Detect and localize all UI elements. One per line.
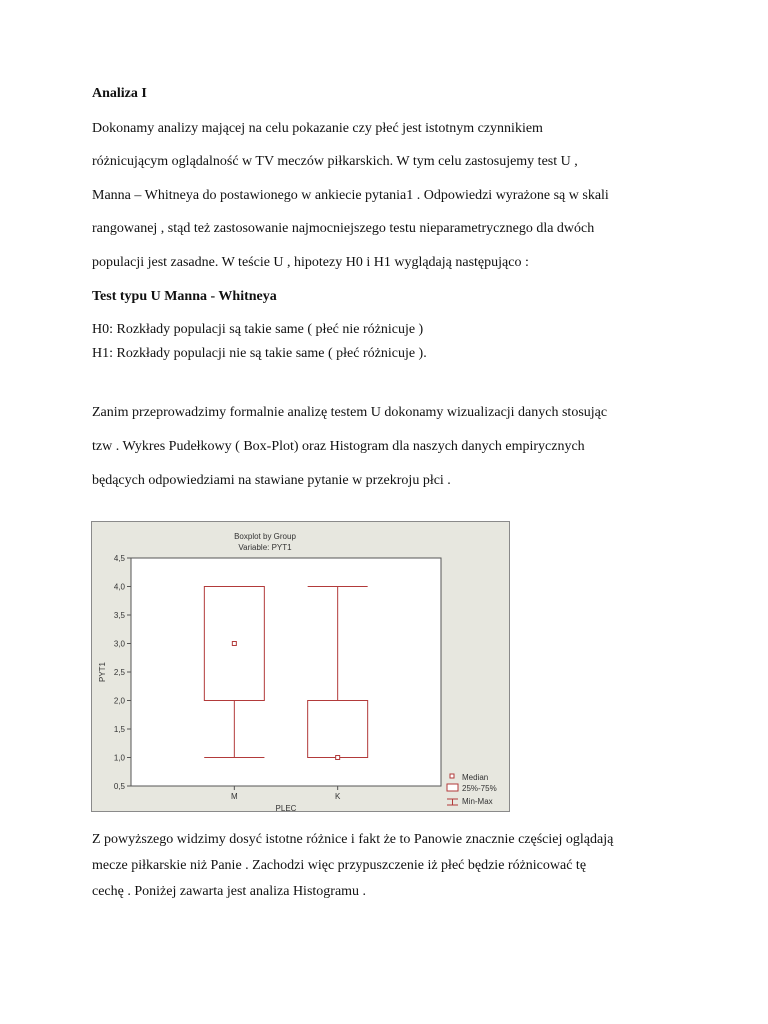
para-line: cechę . Poniżej zawarta jest analiza Histogramu . <box>92 884 367 899</box>
median-marker <box>336 756 340 760</box>
intro-line: rangowanej , stąd też zastosowanie najmocniejszego testu nieparametrycznego dla dwóch <box>92 221 595 236</box>
legend-box-marker <box>447 784 458 791</box>
para-line: Z powyższego widzimy dosyć istotne różnice i fakt że to Panowie znacznie częściej oglądają <box>92 832 614 847</box>
legend-minmax-label: Min-Max <box>462 797 493 806</box>
intro-line: populacji jest zasadne. W teście U , hipotezy H0 i H1 wyglądają następująco : <box>92 255 529 270</box>
para-line: mecze piłkarskie niż Panie . Zachodzi więc przypuszczenie iż płeć będzie różnicować tę <box>92 858 587 873</box>
x-tick-label: M <box>230 792 238 801</box>
chart-title: Boxplot by Group <box>234 532 296 541</box>
median-marker <box>232 642 236 646</box>
intro-line: Manna – Whitneya do postawionego w ankiecie pytania1 . Odpowiedzi wyrażone są w skali <box>92 188 609 203</box>
y-tick-label: 3,5 <box>113 611 125 620</box>
legend-median-label: Median <box>462 773 489 782</box>
y-tick-label: 0,5 <box>113 782 125 791</box>
y-tick-label: 2,0 <box>113 696 125 706</box>
x-tick-label: K <box>334 792 341 801</box>
intro-line: różnicującym oglądalność w TV meczów piłkarskich. W tym celu zastosujemy test U , <box>92 154 578 169</box>
para-line: Zanim przeprowadzimy formalnie analizę testem U dokonamy wizualizacji danych stosując <box>92 405 608 420</box>
y-tick-label: 4,0 <box>113 582 125 592</box>
boxplot-figure <box>91 521 511 813</box>
hypothesis-h1: H1: Rozkłady populacji nie są takie same ( płeć różnicuje ). <box>92 346 427 361</box>
chart-subtitle: Variable: PYT1 <box>238 543 292 552</box>
y-tick-label: 1,0 <box>113 753 125 763</box>
legend-box-label: 25%-75% <box>462 784 497 793</box>
intro-line: Dokonamy analizy mającej na celu pokazanie czy płeć jest istotnym czynnikiem <box>92 121 543 136</box>
heading-analiza: Analiza I <box>92 86 147 101</box>
para-line: będących odpowiedziami na stawiane pytanie w przekroju płci . <box>92 473 451 488</box>
y-axis-label: PYT1 <box>98 661 107 683</box>
para-line: tzw . Wykres Pudełkowy ( Box-Plot) oraz Histogram dla naszych danych empirycznych <box>92 439 585 454</box>
plot-area <box>131 558 441 786</box>
x-axis-label: PLEC <box>275 804 297 813</box>
legend-median-marker <box>450 774 454 778</box>
hypothesis-h0: H0: Rozkłady populacji są takie same ( płeć nie różnicuje ) <box>92 322 424 337</box>
heading-test: Test typu U Manna - Whitneya <box>92 289 277 304</box>
y-tick-label: 3,0 <box>113 639 125 649</box>
y-tick-label: 2,5 <box>113 668 125 677</box>
y-tick-label: 1,5 <box>113 725 125 734</box>
y-tick-label: 4,5 <box>113 554 125 563</box>
